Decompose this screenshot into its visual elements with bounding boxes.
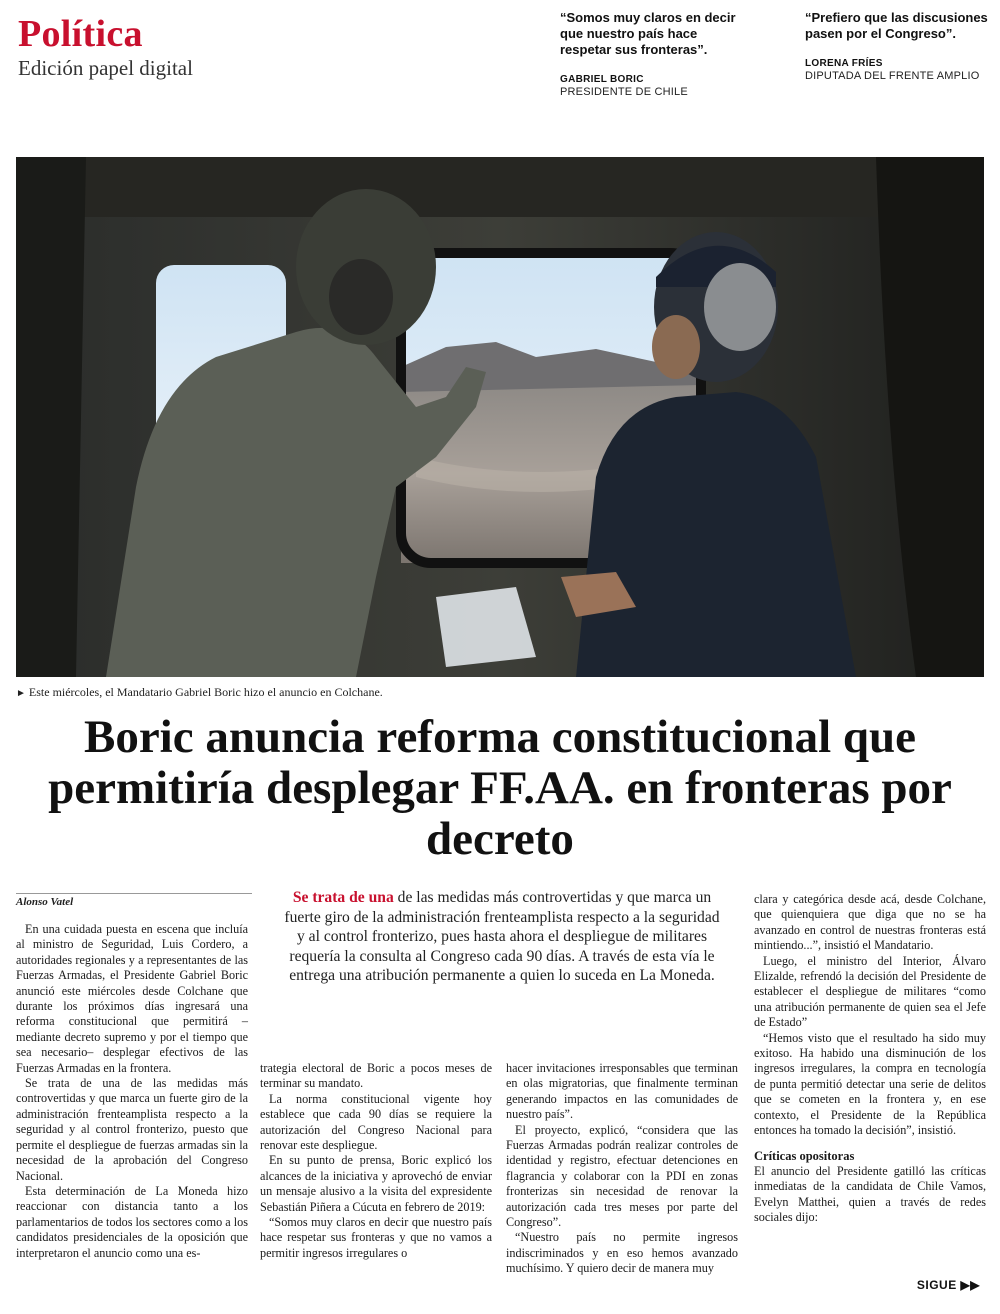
body-paragraph: “Hemos visto que el resultado ha sido muy exitoso. Ha habido una disminución de los ingresos irregulares, la compra en tecnología de punta permitió detectar una serie de delitos que se cometen en la frontera y, en ese contexto, el Presidente de la República entonces ha tomado la decisión”, insistió. bbox=[754, 1030, 986, 1138]
headline: Boric anuncia reforma constitucional que permitiría desplegar FF.AA. en fronteras por decreto bbox=[48, 711, 952, 865]
lead-highlight: Se trata de una bbox=[292, 889, 394, 906]
quote-text: “Somos muy claros en decir que nuestro país hace respetar sus fronteras”. bbox=[560, 10, 736, 57]
body-paragraph: Esta determinación de La Moneda hizo reaccionar con distancia tanto a los parlamentarios de todos los sectores como a los candidatos presidenciales de la oposición que interpretaron el anuncio como una es- bbox=[16, 1183, 248, 1260]
body-paragraph: En una cuidada puesta en escena que incluía al ministro de Seguridad, Luis Cordero, a autoridades regionales y a representantes de las Fuerzas Armadas, el Presidente Gabriel Boric anunció este miércoles desde Colchane que durante los próximos días ingresará una reforma constitucional que permitirá –mediante decreto supremo y por el tiempo que sea necesario– desplegar efectivos de las Fuerzas Armadas en la frontera. bbox=[16, 922, 248, 1075]
body-column-1 bbox=[16, 922, 248, 1261]
quote-text: “Prefiero que las discusiones pasen por el Congreso”. bbox=[805, 10, 988, 41]
pull-quote-boric bbox=[560, 10, 745, 98]
photo-caption bbox=[16, 685, 383, 700]
pull-quote-fries bbox=[805, 10, 990, 82]
body-paragraph: La norma constitucional vigente hoy establece que cada 90 días se requiere la autorización del Congreso Nacional para renovar este despliegue. bbox=[260, 1091, 492, 1153]
quote-author-role: DIPUTADA DEL FRENTE AMPLIO bbox=[805, 70, 980, 82]
lead-paragraph bbox=[282, 888, 722, 986]
author-divider bbox=[16, 893, 252, 894]
caption-text: Este miércoles, el Mandatario Gabriel Boric hizo el anuncio en Colchane. bbox=[28, 685, 383, 699]
main-photo bbox=[16, 157, 984, 677]
quote-author-name: LORENA FRÍES bbox=[805, 58, 883, 69]
continue-link[interactable]: SIGUE ▶▶ bbox=[916, 1278, 980, 1292]
body-paragraph: Luego, el ministro del Interior, Álvaro Elizalde, refrendó la decisión del Presidente de establecer el despliegue de militares “como una atribución permanente de quien sea el Jefe de Estado” bbox=[754, 953, 986, 1030]
caption-arrow-icon: ► bbox=[16, 688, 26, 699]
subheading: Críticas opositoras bbox=[754, 1148, 855, 1163]
quote-author-role: PRESIDENTE DE CHILE bbox=[560, 86, 688, 98]
body-paragraph: clara y categórica desde acá, desde Colchane, que quienquiera que diga que no se ha avanzado en control de nuestras fronteras está mintiendo...”, insistió el Mandatario. bbox=[754, 892, 986, 953]
body-paragraph: El anuncio del Presidente gatilló las críticas inmediatas de la candidata de Chile Vamos, Evelyn Matthei, quien a través de redes sociales dijo: bbox=[754, 1163, 986, 1225]
author-byline: Alonso Vatel bbox=[16, 896, 74, 908]
body-paragraph: trategia electoral de Boric a pocos meses de terminar su mandato. bbox=[260, 1061, 492, 1091]
body-column-3 bbox=[506, 1061, 738, 1277]
body-paragraph: “Somos muy claros en decir que nuestro país hace respetar sus fronteras y que no vamos a permitir ingresos irregulares o bbox=[260, 1215, 492, 1260]
quote-author-name: GABRIEL BORIC bbox=[560, 74, 644, 85]
body-column-4 bbox=[754, 892, 986, 1226]
section-title: Política bbox=[18, 13, 143, 55]
body-paragraph: En su punto de prensa, Boric explicó los alcances de la iniciativa y aprovechó de enviar un mensaje alusivo a la visita del expresidente Sebastián Piñera a Cúcuta en febrero de 2019: bbox=[260, 1153, 492, 1214]
body-paragraph: “Nuestro país no permite ingresos indiscriminados y en eso hemos avanzado muchísimo. Y quiero decir de manera muy bbox=[506, 1230, 738, 1276]
edition-label: Edición papel digital bbox=[18, 56, 193, 80]
body-paragraph: hacer invitaciones irresponsables que terminan en olas migratorias, que finalmente terminan generando impactos en las comunidades de nuestro país”. bbox=[506, 1061, 738, 1122]
body-column-2 bbox=[260, 1061, 492, 1261]
body-paragraph: Se trata de una de las medidas más controvertidas y que marca un fuerte giro de la administración frenteamplista respecto a la seguridad y al control fronterizo, puesto que permite el despliegue de fuerzas armadas sin la necesidad de la aprobación del Congreso Nacional. bbox=[16, 1076, 248, 1183]
lead-text: de las medidas más controvertidas y que marca un fuerte giro de la administración frenteamplista respecto a la seguridad y al control fronterizo, pues hasta ahora el despliegue de militares requería la consulta al Congreso cada 90 días. A través de esta vía le entrega una atribución permanente a quien lo suceda en La Moneda. bbox=[284, 889, 720, 985]
body-paragraph: El proyecto, explicó, “considera que las Fuerzas Armadas podrán realizar controles de identidad y registro, efectuar detenciones en flagrancia y colaborar con la PDI en zonas fronterizas sin necesidad de renovar la autorización cada tres meses por parte del Congreso”. bbox=[506, 1122, 738, 1230]
